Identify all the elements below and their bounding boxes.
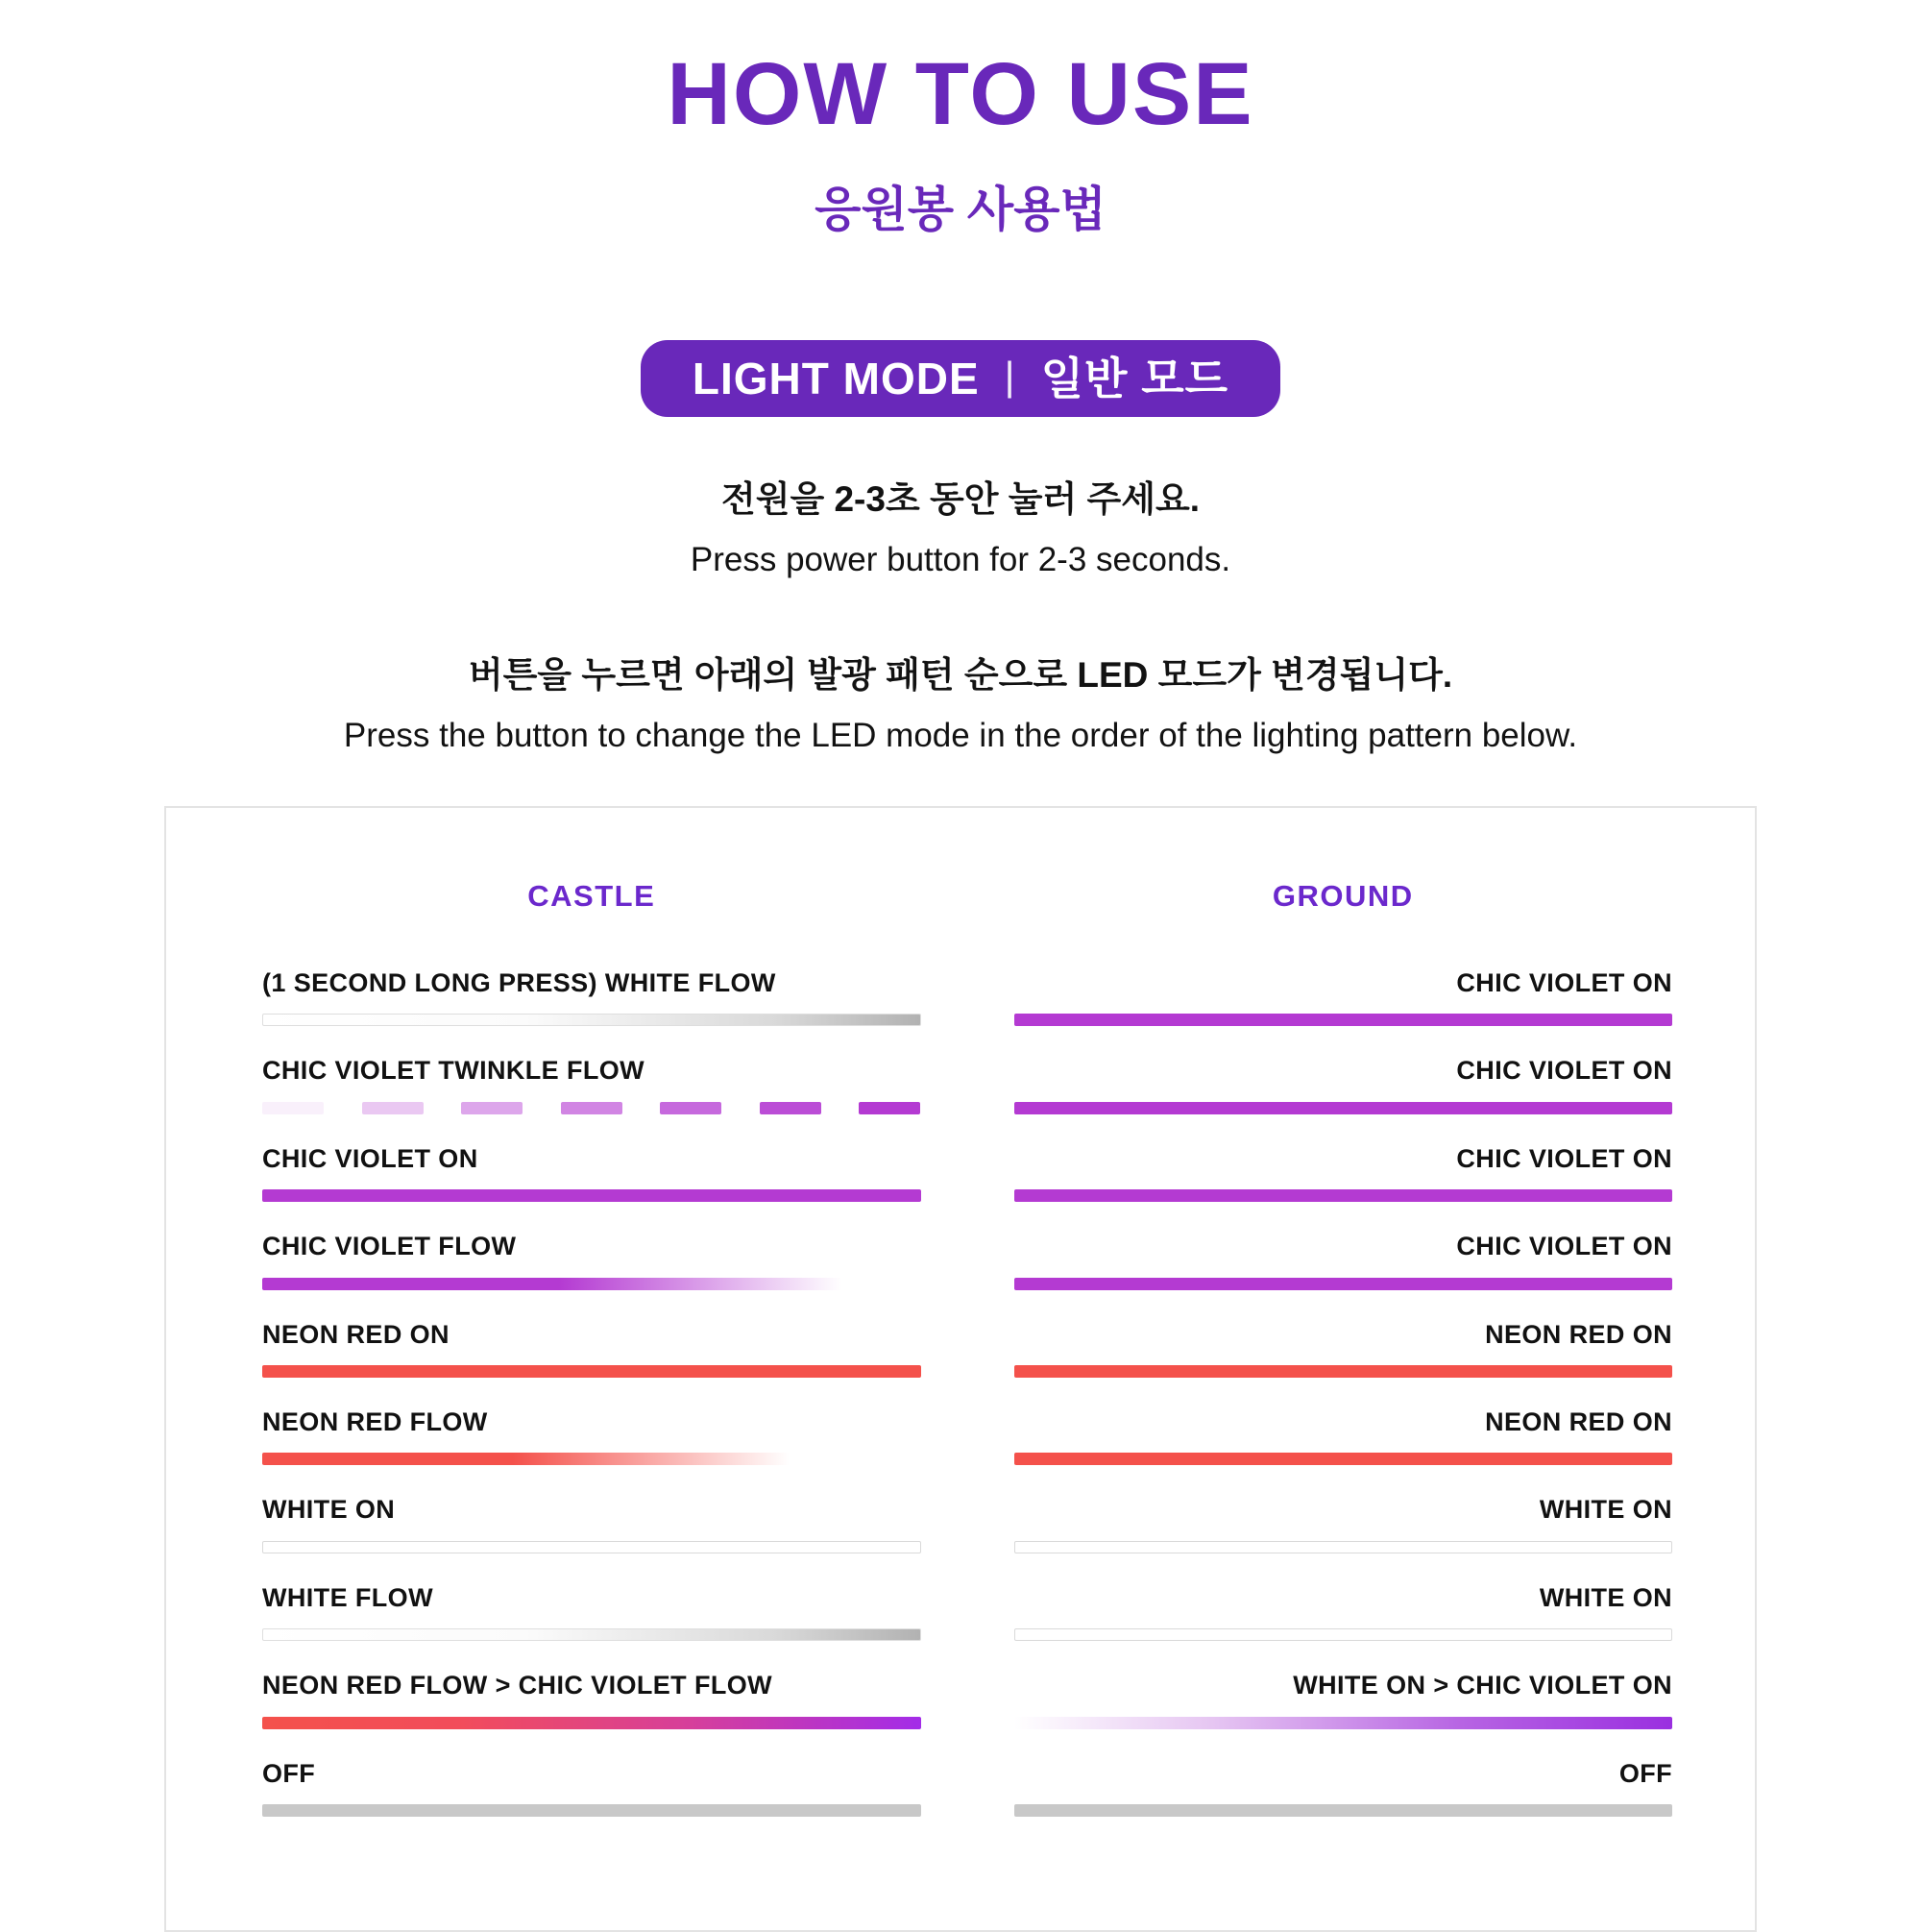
castle-cell [262,1758,921,1817]
ground-cell [1014,1055,1673,1113]
ground-pattern-label: NEON RED ON [1485,1319,1672,1349]
ground-pattern-label: CHIC VIOLET ON [1456,1143,1672,1173]
instruction-1-kr: 전원을 2-3초 동안 눌러 주세요. [720,478,1201,519]
lighting-pattern-table [164,806,1757,1932]
ground-pattern-bar-red-on [1014,1453,1673,1465]
castle-cell [262,1494,921,1553]
ground-pattern-bar-violet-on [1014,1278,1673,1290]
castle-cell [262,967,921,1026]
pattern-row-7 [262,1494,1672,1553]
column-header-castle: CASTLE [527,878,656,913]
castle-cell [262,1143,921,1202]
ground-cell [1014,1670,1673,1728]
pattern-row-10 [262,1758,1672,1817]
pattern-row-5 [262,1319,1672,1378]
castle-pattern-label: (1 SECOND LONG PRESS) WHITE FLOW [262,967,776,997]
castle-cell [262,1231,921,1289]
column-headers [262,879,1672,914]
ground-pattern-label: OFF [1618,1758,1672,1788]
castle-pattern-label: WHITE FLOW [262,1582,433,1612]
ground-cell [1014,1582,1673,1641]
instruction-2-kr: 버튼을 누르면 아래의 발광 패턴 순으로 LED 모드가 변경됩니다. [468,655,1453,696]
twinkle-dash [262,1102,324,1114]
twinkle-dash [660,1102,721,1114]
castle-pattern-label: CHIC VIOLET FLOW [262,1232,517,1261]
ground-cell [1014,1494,1673,1553]
castle-cell [262,1055,921,1113]
castle-pattern-label: NEON RED ON [262,1319,450,1349]
castle-cell [262,1319,921,1378]
pattern-row-4 [262,1231,1672,1289]
ground-pattern-bar-off [1014,1804,1673,1817]
castle-pattern-bar-violet-flow [262,1278,921,1290]
twinkle-dash [561,1102,622,1114]
ground-cell [1014,967,1673,1026]
castle-pattern-bar-red-to-violet-flow [262,1717,921,1729]
column-header-ground: GROUND [1272,878,1414,913]
ground-pattern-label: CHIC VIOLET ON [1456,967,1672,997]
castle-pattern-bar-white-flow [262,1014,921,1026]
castle-pattern-label: CHIC VIOLET ON [262,1143,478,1173]
castle-pattern-label: WHITE ON [262,1495,396,1525]
ground-pattern-bar-white-on [1014,1541,1673,1553]
twinkle-dash [461,1102,523,1114]
ground-pattern-label: WHITE ON > CHIC VIOLET ON [1293,1671,1672,1700]
badge-divider: | [1004,353,1016,399]
badge-label-en: LIGHT MODE [692,353,980,404]
ground-pattern-bar-white-on [1014,1628,1673,1641]
castle-pattern-bar-off [262,1804,921,1817]
castle-cell [262,1670,921,1728]
twinkle-dash [362,1102,424,1114]
castle-pattern-bar-violet-twinkle-flow [262,1102,921,1114]
twinkle-dash [859,1102,920,1114]
castle-pattern-label: OFF [262,1758,316,1788]
page-title: HOW TO USE [667,45,1254,143]
ground-pattern-bar-violet-on [1014,1189,1673,1202]
castle-pattern-label: CHIC VIOLET TWINKLE FLOW [262,1056,645,1086]
castle-pattern-bar-white-on [262,1541,921,1553]
pattern-row-2 [262,1055,1672,1113]
pattern-row-8 [262,1582,1672,1641]
ground-pattern-label: CHIC VIOLET ON [1456,1056,1672,1086]
instruction-1-en: Press power button for 2-3 seconds. [690,540,1231,578]
ground-cell [1014,1231,1673,1289]
badge-container [0,340,1921,417]
twinkle-dash [760,1102,821,1114]
instruction-2-en: Press the button to change the LED mode in the order of the lighting pattern below. [343,717,1578,755]
light-mode-badge [641,340,1280,417]
castle-pattern-bar-violet-on [262,1189,921,1202]
ground-pattern-label: CHIC VIOLET ON [1456,1232,1672,1261]
pattern-row-3 [262,1143,1672,1202]
ground-pattern-label: WHITE ON [1539,1495,1672,1525]
castle-pattern-bar-white-flow [262,1628,921,1641]
castle-pattern-label: NEON RED FLOW > CHIC VIOLET FLOW [262,1671,773,1700]
pattern-rows [262,967,1672,1817]
badge-label-kr: 일반 모드 [1040,353,1229,404]
ground-pattern-bar-violet-on [1014,1014,1673,1026]
ground-pattern-bar-violet-on [1014,1102,1673,1114]
pattern-row-9 [262,1670,1672,1728]
ground-pattern-label: NEON RED ON [1485,1406,1672,1436]
castle-cell [262,1406,921,1465]
page-subtitle-kr: 응원봉 사용법 [815,182,1106,236]
ground-cell [1014,1758,1673,1817]
ground-cell [1014,1406,1673,1465]
ground-pattern-bar-red-on [1014,1365,1673,1378]
ground-pattern-bar-white-to-violet [1014,1717,1673,1729]
castle-pattern-bar-red-on [262,1365,921,1378]
ground-cell [1014,1319,1673,1378]
castle-pattern-bar-red-flow [262,1453,921,1465]
ground-pattern-label: WHITE ON [1539,1582,1672,1612]
ground-cell [1014,1143,1673,1202]
pattern-row-1 [262,967,1672,1026]
castle-cell [262,1582,921,1641]
pattern-row-6 [262,1406,1672,1465]
castle-pattern-label: NEON RED FLOW [262,1406,488,1436]
